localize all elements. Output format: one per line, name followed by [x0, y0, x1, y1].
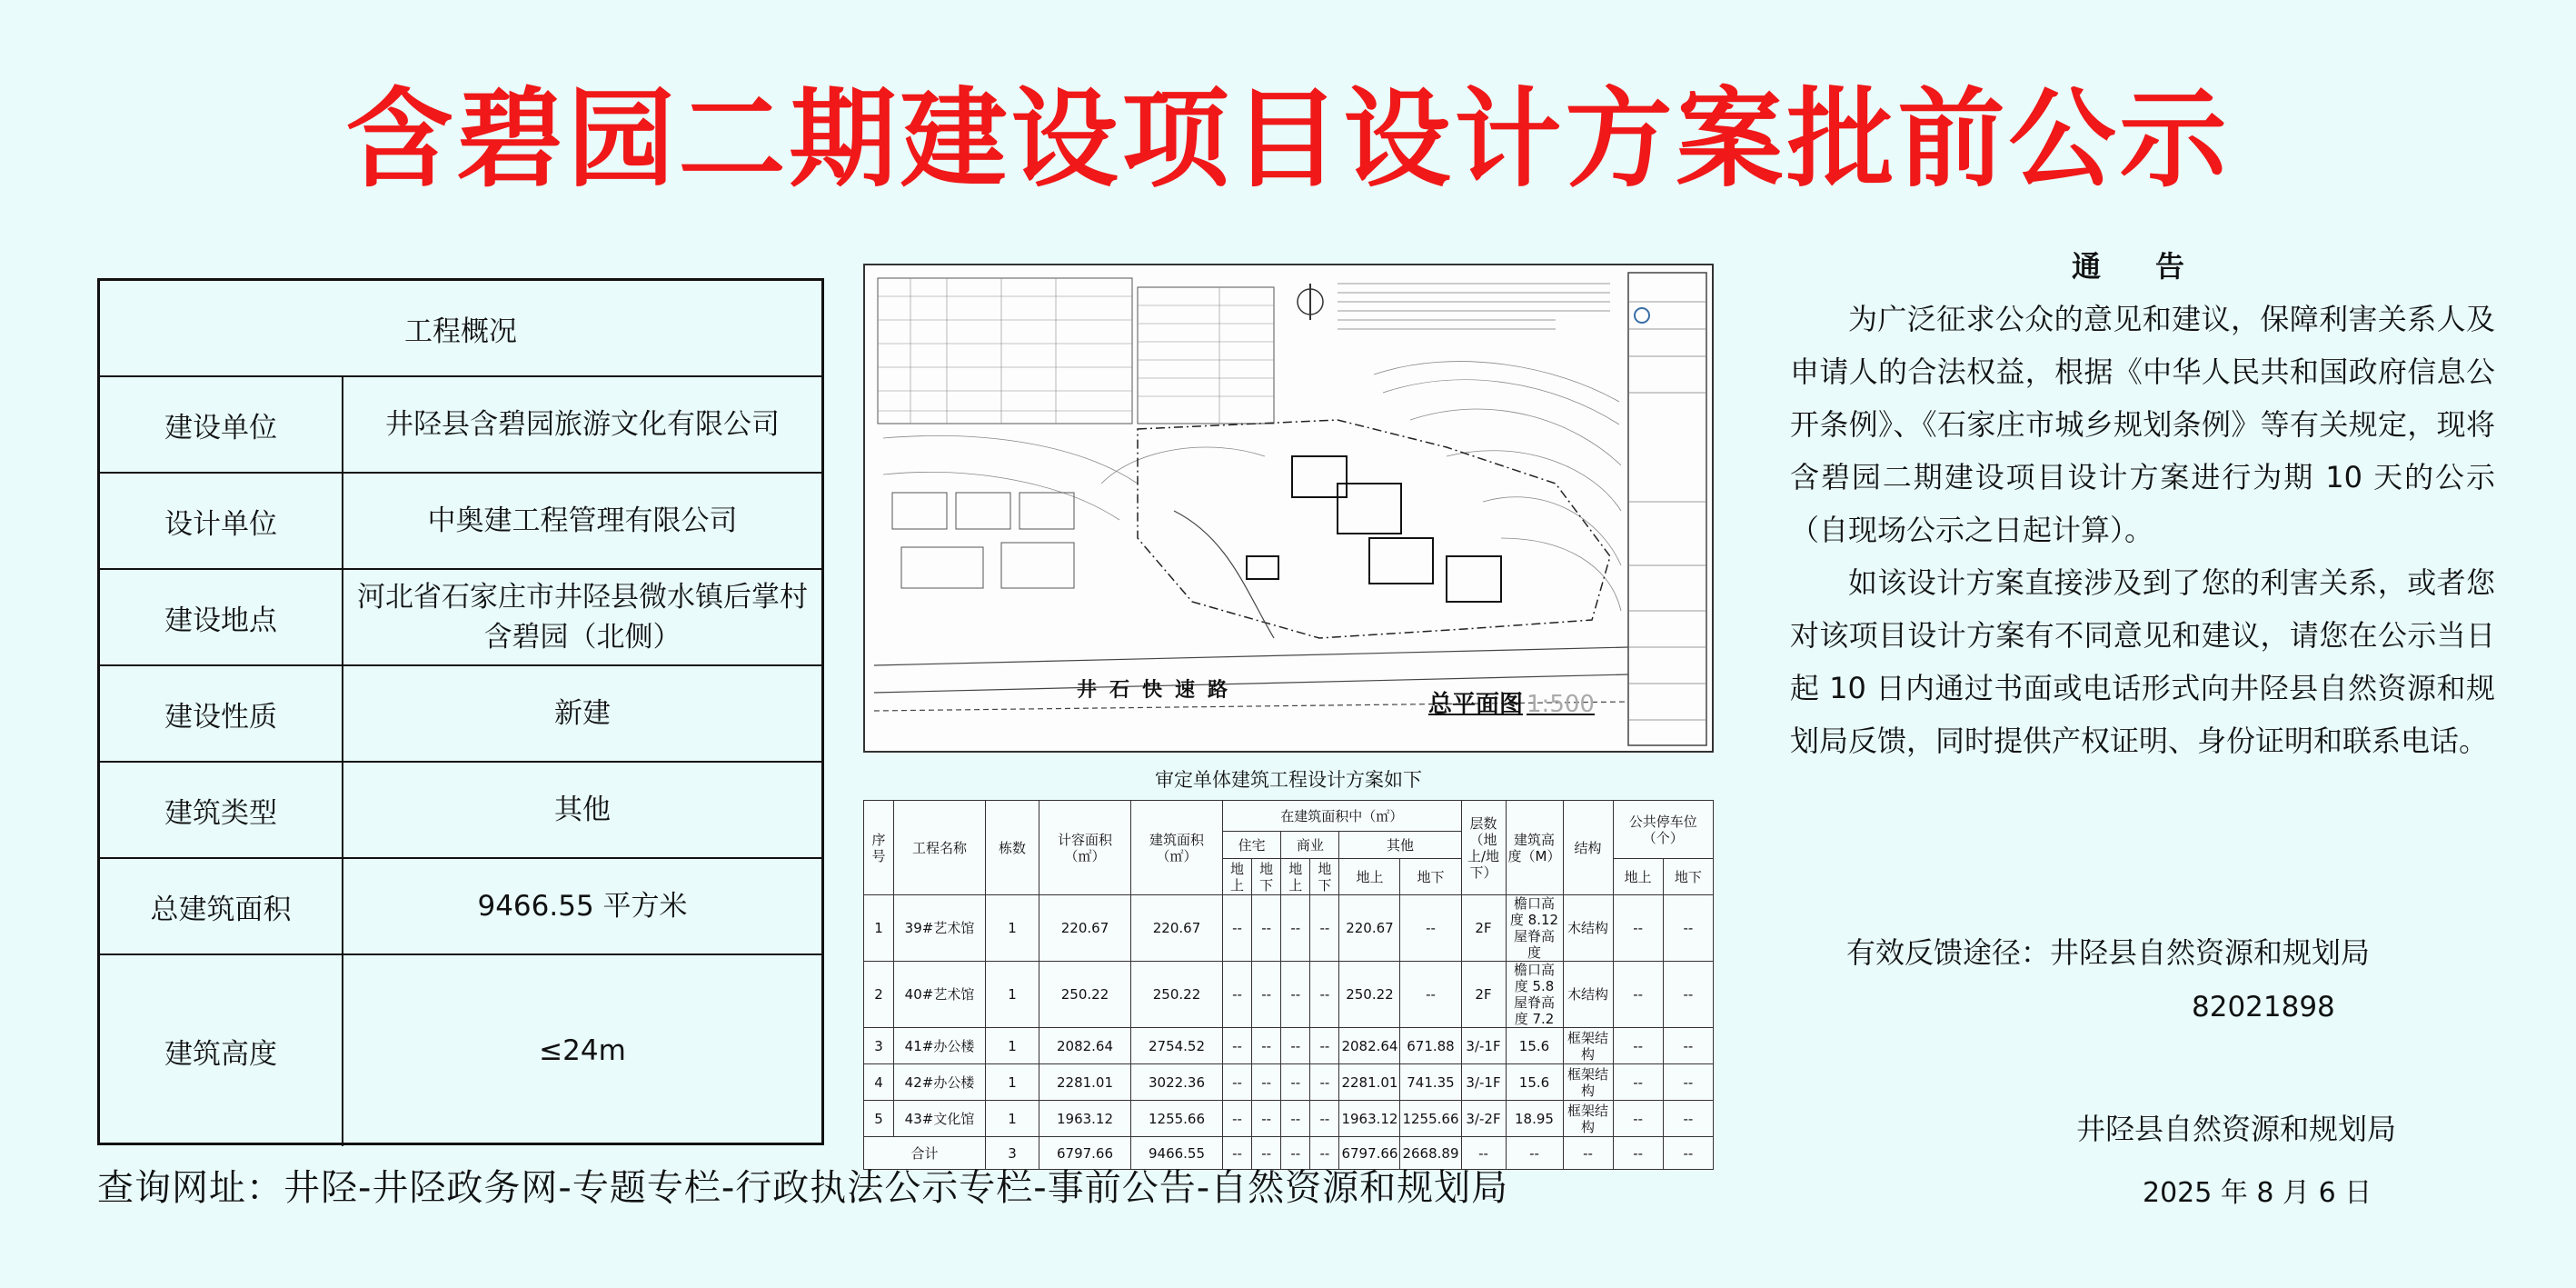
signature-date: 2025 年 8 月 6 日 — [2143, 1177, 2372, 1209]
cell-r_dn: -- — [1252, 1064, 1281, 1101]
cell-o_up: 220.67 — [1339, 895, 1400, 962]
building-table-caption: 审定单体建筑工程设计方案如下 — [1155, 769, 1422, 791]
table-row — [864, 1101, 1714, 1137]
cell-height: 檐口高度 5.8 屋脊高度 7.2 — [1506, 962, 1563, 1028]
cell-total-structure: -- — [1563, 1137, 1613, 1170]
cell-area: 3022.36 — [1131, 1064, 1223, 1101]
cell-c_dn: -- — [1310, 1028, 1339, 1064]
cell-total-height: -- — [1506, 1137, 1563, 1170]
page-title: 含碧园二期建设项目设计方案批前公示 — [345, 76, 2231, 202]
cell-r_up: -- — [1223, 1028, 1252, 1064]
cell-total-floors: -- — [1461, 1137, 1506, 1170]
th-area: 建筑面积（㎡） — [1131, 801, 1223, 895]
overview-value: 新建 — [554, 697, 611, 730]
cell-r_up: -- — [1223, 895, 1252, 962]
cell-c_up: -- — [1281, 1028, 1310, 1064]
th-commercial: 商业 — [1281, 832, 1339, 859]
cell-area: 220.67 — [1131, 895, 1223, 962]
cell-height: 15.6 — [1506, 1028, 1563, 1064]
cell-height: 檐口高度 8.12 屋脊高度 — [1506, 895, 1563, 962]
overview-label: 总建筑面积 — [100, 859, 343, 954]
cell-p_up: -- — [1613, 1064, 1663, 1101]
th-residential: 住宅 — [1223, 832, 1281, 859]
cell-total-area: 9466.55 — [1131, 1137, 1223, 1170]
cell-floors: 2F — [1461, 895, 1506, 962]
cell-p_up: -- — [1613, 962, 1663, 1028]
th-other: 其他 — [1339, 832, 1461, 859]
cell-r_dn: -- — [1252, 962, 1281, 1028]
overview-label: 建筑高度 — [100, 955, 343, 1146]
cell-p_dn: -- — [1663, 1064, 1713, 1101]
feedback-channel: 有效反馈途径：井陉县自然资源和规划局 — [1846, 935, 2371, 970]
cell-p_up: -- — [1613, 1028, 1663, 1064]
cell-far: 220.67 — [1039, 895, 1131, 962]
cell-far: 2281.01 — [1039, 1064, 1131, 1101]
cell-structure: 木结构 — [1563, 962, 1613, 1028]
th-above: 地上 — [1281, 859, 1310, 895]
cell-c_dn: -- — [1310, 1064, 1339, 1101]
road-label: 井石快速路 — [1077, 679, 1241, 702]
th-floors: 层数（地上/地下） — [1461, 801, 1506, 895]
th-above: 地上 — [1223, 859, 1252, 895]
th-above: 地上 — [1613, 859, 1663, 895]
cell-c_up: -- — [1281, 1064, 1310, 1101]
cell-r_up: -- — [1223, 962, 1252, 1028]
overview-value: 井陉县含碧园旅游文化有限公司 — [385, 408, 780, 441]
cell-o_dn: -- — [1400, 962, 1461, 1028]
cell-total-far: 6797.66 — [1039, 1137, 1131, 1170]
overview-row — [100, 763, 821, 859]
overview-value: ≤24m — [539, 1034, 626, 1067]
cell-far: 250.22 — [1039, 962, 1131, 1028]
cell-c_up: -- — [1281, 962, 1310, 1028]
cell-count: 1 — [986, 1101, 1039, 1137]
cell-c_dn: -- — [1310, 895, 1339, 962]
th-height: 建筑高度（M） — [1506, 801, 1563, 895]
overview-row — [100, 377, 821, 474]
cell-name: 39#艺术馆 — [894, 895, 986, 962]
cell-floors: 2F — [1461, 962, 1506, 1028]
cell-total-o_dn: 2668.89 — [1400, 1137, 1461, 1170]
cell-name: 42#办公楼 — [894, 1064, 986, 1101]
cell-c_dn: -- — [1310, 962, 1339, 1028]
overview-label: 建设地点 — [100, 570, 343, 664]
site-plan-caption — [1428, 685, 1595, 719]
cell-height: 15.6 — [1506, 1064, 1563, 1101]
th-below: 地下 — [1400, 859, 1461, 895]
site-plan-caption-text: 总平面图 — [1428, 691, 1524, 718]
cell-r_dn: -- — [1252, 1101, 1281, 1137]
overview-label: 建设单位 — [100, 377, 343, 472]
cell-p_up: -- — [1613, 1101, 1663, 1137]
overview-row — [100, 859, 821, 955]
cell-o_dn: -- — [1400, 895, 1461, 962]
project-overview-table — [97, 278, 824, 1145]
overview-label: 设计单位 — [100, 474, 343, 568]
cell-r_up: -- — [1223, 1064, 1252, 1101]
cell-total-label: 合计 — [864, 1137, 986, 1170]
cell-floors: 3/-1F — [1461, 1028, 1506, 1064]
cell-floors: 3/-1F — [1461, 1064, 1506, 1101]
th-count: 栋数 — [986, 801, 1039, 895]
overview-row — [100, 955, 821, 1146]
overview-label: 建筑类型 — [100, 763, 343, 857]
building-table-body — [864, 895, 1714, 1170]
cell-r_dn: -- — [1252, 1028, 1281, 1064]
cell-p_dn: -- — [1663, 895, 1713, 962]
cell-structure: 框架结构 — [1563, 1064, 1613, 1101]
cell-structure: 框架结构 — [1563, 1101, 1613, 1137]
cell-c_up: -- — [1281, 1101, 1310, 1137]
cell-o_dn: 1255.66 — [1400, 1101, 1461, 1137]
cell-p_dn: -- — [1663, 962, 1713, 1028]
notice-paragraph: 为广泛征求公众的意见和建议，保障利害关系人及申请人的合法权益，根据《中华人民共和国政府信息公开条例》、《石家庄市城乡规划条例》等有关规定，现将含碧园二期建设项目设计方案进行为期 10 天的公示（自现场公示之日起计算）。 — [1790, 302, 2495, 547]
cell-total-count: 3 — [986, 1137, 1039, 1170]
cell-count: 1 — [986, 1064, 1039, 1101]
overview-row — [100, 570, 821, 666]
cell-area: 250.22 — [1131, 962, 1223, 1028]
cell-o_up: 2082.64 — [1339, 1028, 1400, 1064]
overview-row — [100, 474, 821, 570]
table-row — [864, 962, 1714, 1028]
overview-value: 中奥建工程管理有限公司 — [427, 504, 738, 537]
th-below: 地下 — [1252, 859, 1281, 895]
cell-total-p_up: -- — [1613, 1137, 1663, 1170]
cell-height: 18.95 — [1506, 1101, 1563, 1137]
cell-total-c_up: -- — [1281, 1137, 1310, 1170]
overview-value: 9466.55 平方米 — [477, 890, 688, 923]
cell-o_up: 1963.12 — [1339, 1101, 1400, 1137]
overview-row — [100, 666, 821, 763]
cell-o_dn: 671.88 — [1400, 1028, 1461, 1064]
site-plan-drawing — [863, 264, 1714, 753]
building-table — [863, 800, 1714, 1170]
cell-area: 1255.66 — [1131, 1101, 1223, 1137]
cell-count: 1 — [986, 962, 1039, 1028]
cell-seq: 2 — [864, 962, 894, 1028]
cell-total-o_up: 6797.66 — [1339, 1137, 1400, 1170]
site-plan-sketch — [865, 265, 1712, 751]
th-name: 工程名称 — [894, 801, 986, 895]
notice-body — [1790, 293, 2495, 767]
cell-total-p_dn: -- — [1663, 1137, 1713, 1170]
th-in-area: 在建筑面积中（㎡） — [1223, 801, 1462, 832]
cell-name: 41#办公楼 — [894, 1028, 986, 1064]
cell-floors: 3/-2F — [1461, 1101, 1506, 1137]
cell-p_dn: -- — [1663, 1101, 1713, 1137]
cell-r_up: -- — [1223, 1101, 1252, 1137]
cell-seq: 3 — [864, 1028, 894, 1064]
cell-total-c_dn: -- — [1310, 1137, 1339, 1170]
th-structure: 结构 — [1563, 801, 1613, 895]
table-row — [864, 895, 1714, 962]
cell-count: 1 — [986, 895, 1039, 962]
cell-o_up: 250.22 — [1339, 962, 1400, 1028]
th-parking: 公共停车位（个） — [1613, 801, 1714, 859]
cell-name: 40#艺术馆 — [894, 962, 986, 1028]
overview-value: 其他 — [554, 794, 611, 826]
cell-seq: 5 — [864, 1101, 894, 1137]
th-below: 地下 — [1310, 859, 1339, 895]
cell-seq: 4 — [864, 1064, 894, 1101]
cell-total-r_up: -- — [1223, 1137, 1252, 1170]
cell-p_up: -- — [1613, 895, 1663, 962]
cell-r_dn: -- — [1252, 895, 1281, 962]
cell-o_dn: 741.35 — [1400, 1064, 1461, 1101]
site-plan-scale: 1:500 — [1527, 691, 1595, 718]
overview-label: 建设性质 — [100, 666, 343, 761]
cell-area: 2754.52 — [1131, 1028, 1223, 1064]
cell-c_up: -- — [1281, 895, 1310, 962]
notice-paragraph: 如该设计方案直接涉及到了您的利害关系，或者您对该项目设计方案有不同意见和建议，请您在公示当日起 10 日内通过书面或电话形式向井陉县自然资源和规划局反馈，同时提供产权证明、身份证明和联系电话。 — [1790, 565, 2495, 758]
cell-p_dn: -- — [1663, 1028, 1713, 1064]
th-below: 地下 — [1663, 859, 1713, 895]
cell-o_up: 2281.01 — [1339, 1064, 1400, 1101]
feedback-phone: 82021898 — [2192, 991, 2335, 1023]
cell-c_dn: -- — [1310, 1101, 1339, 1137]
cell-count: 1 — [986, 1028, 1039, 1064]
table-row — [864, 1064, 1714, 1101]
overview-value: 河北省石家庄市井陉县微水镇后掌村含碧园（北侧） — [357, 581, 808, 654]
cell-structure: 框架结构 — [1563, 1028, 1613, 1064]
overview-header: 工程概况 — [100, 281, 821, 377]
cell-seq: 1 — [864, 895, 894, 962]
cell-structure: 木结构 — [1563, 895, 1613, 962]
query-url-footer: 查询网址：井陉-井陉政务网-专题专栏-行政执法公示专栏-事前公告-自然资源和规划局 — [97, 1167, 1509, 1209]
cell-name: 43#文化馆 — [894, 1101, 986, 1137]
th-above: 地上 — [1339, 859, 1400, 895]
cell-total-r_dn: -- — [1252, 1137, 1281, 1170]
cell-far: 1963.12 — [1039, 1101, 1131, 1137]
signature-org: 井陉县自然资源和规划局 — [2076, 1112, 2397, 1146]
notice-title: 通告 — [2072, 249, 2240, 284]
cell-far: 2082.64 — [1039, 1028, 1131, 1064]
th-seq: 序号 — [864, 801, 894, 895]
table-row — [864, 1028, 1714, 1064]
th-far-area: 计容面积（㎡） — [1039, 801, 1131, 895]
